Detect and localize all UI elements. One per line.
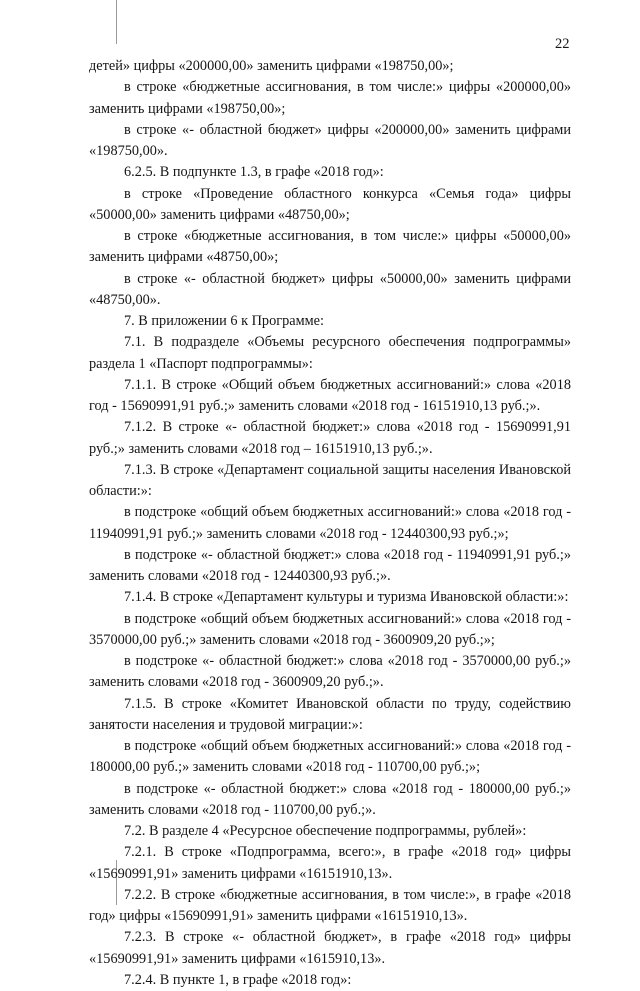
- paragraph: 7.2. В разделе 4 «Ресурсное обеспечение подпрограммы, рублей»:: [124, 823, 527, 839]
- document-body: [89, 56, 571, 991]
- paragraph: в подстроке «- областной бюджет:» слова «2018 год - 180000,00 руб.;» заменить словами «2018 год - 110700,00 руб.;».: [89, 780, 571, 818]
- paragraph: в строке «- областной бюджет» цифры «200000,00» заменить цифрами «198750,00».: [89, 121, 571, 159]
- paragraph: в строке «бюджетные ассигнования, в том числе:» цифры «50000,00» заменить цифрами «48750,00»;: [89, 228, 571, 266]
- paragraph: 7.1. В подразделе «Объемы ресурсного обеспечения подпрограммы» раздела 1 «Паспорт подпрограммы»:: [89, 334, 571, 372]
- paragraph: 7.2.4. В пункте 1, в графе «2018 год»:: [124, 971, 352, 988]
- paragraph: в строке «Проведение областного конкурса «Семья года» цифры «50000,00» заменить цифрами «48750,00»;: [89, 185, 571, 223]
- paragraph: 7. В приложении 6 к Программе:: [124, 313, 324, 329]
- scan-margin-line: [116, 0, 117, 44]
- paragraph: в подстроке «общий объем бюджетных ассигнований:» слова «2018 год - 11940991,91 руб.;» заменить словами «2018 год - 12440300,93 руб.;»;: [89, 504, 571, 542]
- paragraph: 7.1.2. В строке «- областной бюджет:» слова «2018 год - 15690991,91 руб.;» заменить словами «2018 год – 16151910,13 руб.;».: [89, 419, 571, 457]
- paragraph: 7.1.1. В строке «Общий объем бюджетных ассигнований:» слова «2018 год - 15690991,91 руб.;» заменить словами «2018 год - 16151910,13 руб.;».: [89, 376, 571, 414]
- paragraph: 7.1.3. В строке «Департамент социальной защиты населения Ивановской области:»:: [89, 461, 571, 499]
- paragraph: в строке «- областной бюджет» цифры «50000,00» заменить цифрами «48750,00».: [89, 270, 571, 308]
- paragraph: в подстроке «общий объем бюджетных ассигнований:» слова «2018 год - 180000,00 руб.;» заменить словами «2018 год - 110700,00 руб.;»;: [89, 738, 571, 776]
- paragraph: 7.2.1. В строке «Подпрограмма, всего:», в графе «2018 год» цифры «15690991,91» заменить цифрами «16151910,13».: [89, 844, 571, 882]
- paragraph: в строке «бюджетные ассигнования, в том числе:» цифры «200000,00» заменить цифрами «198750,00»;: [89, 79, 571, 117]
- paragraph: 7.2.2. В строке «бюджетные ассигнования, в том числе:», в графе «2018 год» цифры «15690991,91» заменить цифрами «16151910,13».: [89, 886, 571, 924]
- paragraph: 6.2.5. В подпункте 1.3, в графе «2018 год»:: [124, 164, 384, 181]
- paragraph: в подстроке «- областной бюджет:» слова «2018 год - 3570000,00 руб.;» заменить словами «2018 год - 3600909,20 руб.;».: [89, 653, 571, 691]
- paragraph: 7.2.3. В строке «- областной бюджет», в графе «2018 год» цифры «15690991,91» заменить цифрами «1615910,13».: [89, 929, 571, 967]
- paragraph: 7.1.5. В строке «Комитет Ивановской области по труду, содействию занятости населения и трудовой миграции:»:: [89, 695, 571, 733]
- paragraph: 7.1.4. В строке «Департамент культуры и туризма Ивановской области:»:: [124, 589, 569, 606]
- page-number: 22: [555, 36, 570, 52]
- paragraph: детей» цифры «200000,00» заменить цифрами «198750,00»;: [89, 58, 454, 74]
- paragraph: в подстроке «общий объем бюджетных ассигнований:» слова «2018 год - 3570000,00 руб.;» заменить словами «2018 год - 3600909,20 руб.;»;: [89, 610, 571, 648]
- paragraph: в подстроке «- областной бюджет:» слова «2018 год - 11940991,91 руб.;» заменить словами «2018 год - 12440300,93 руб.;».: [89, 546, 571, 584]
